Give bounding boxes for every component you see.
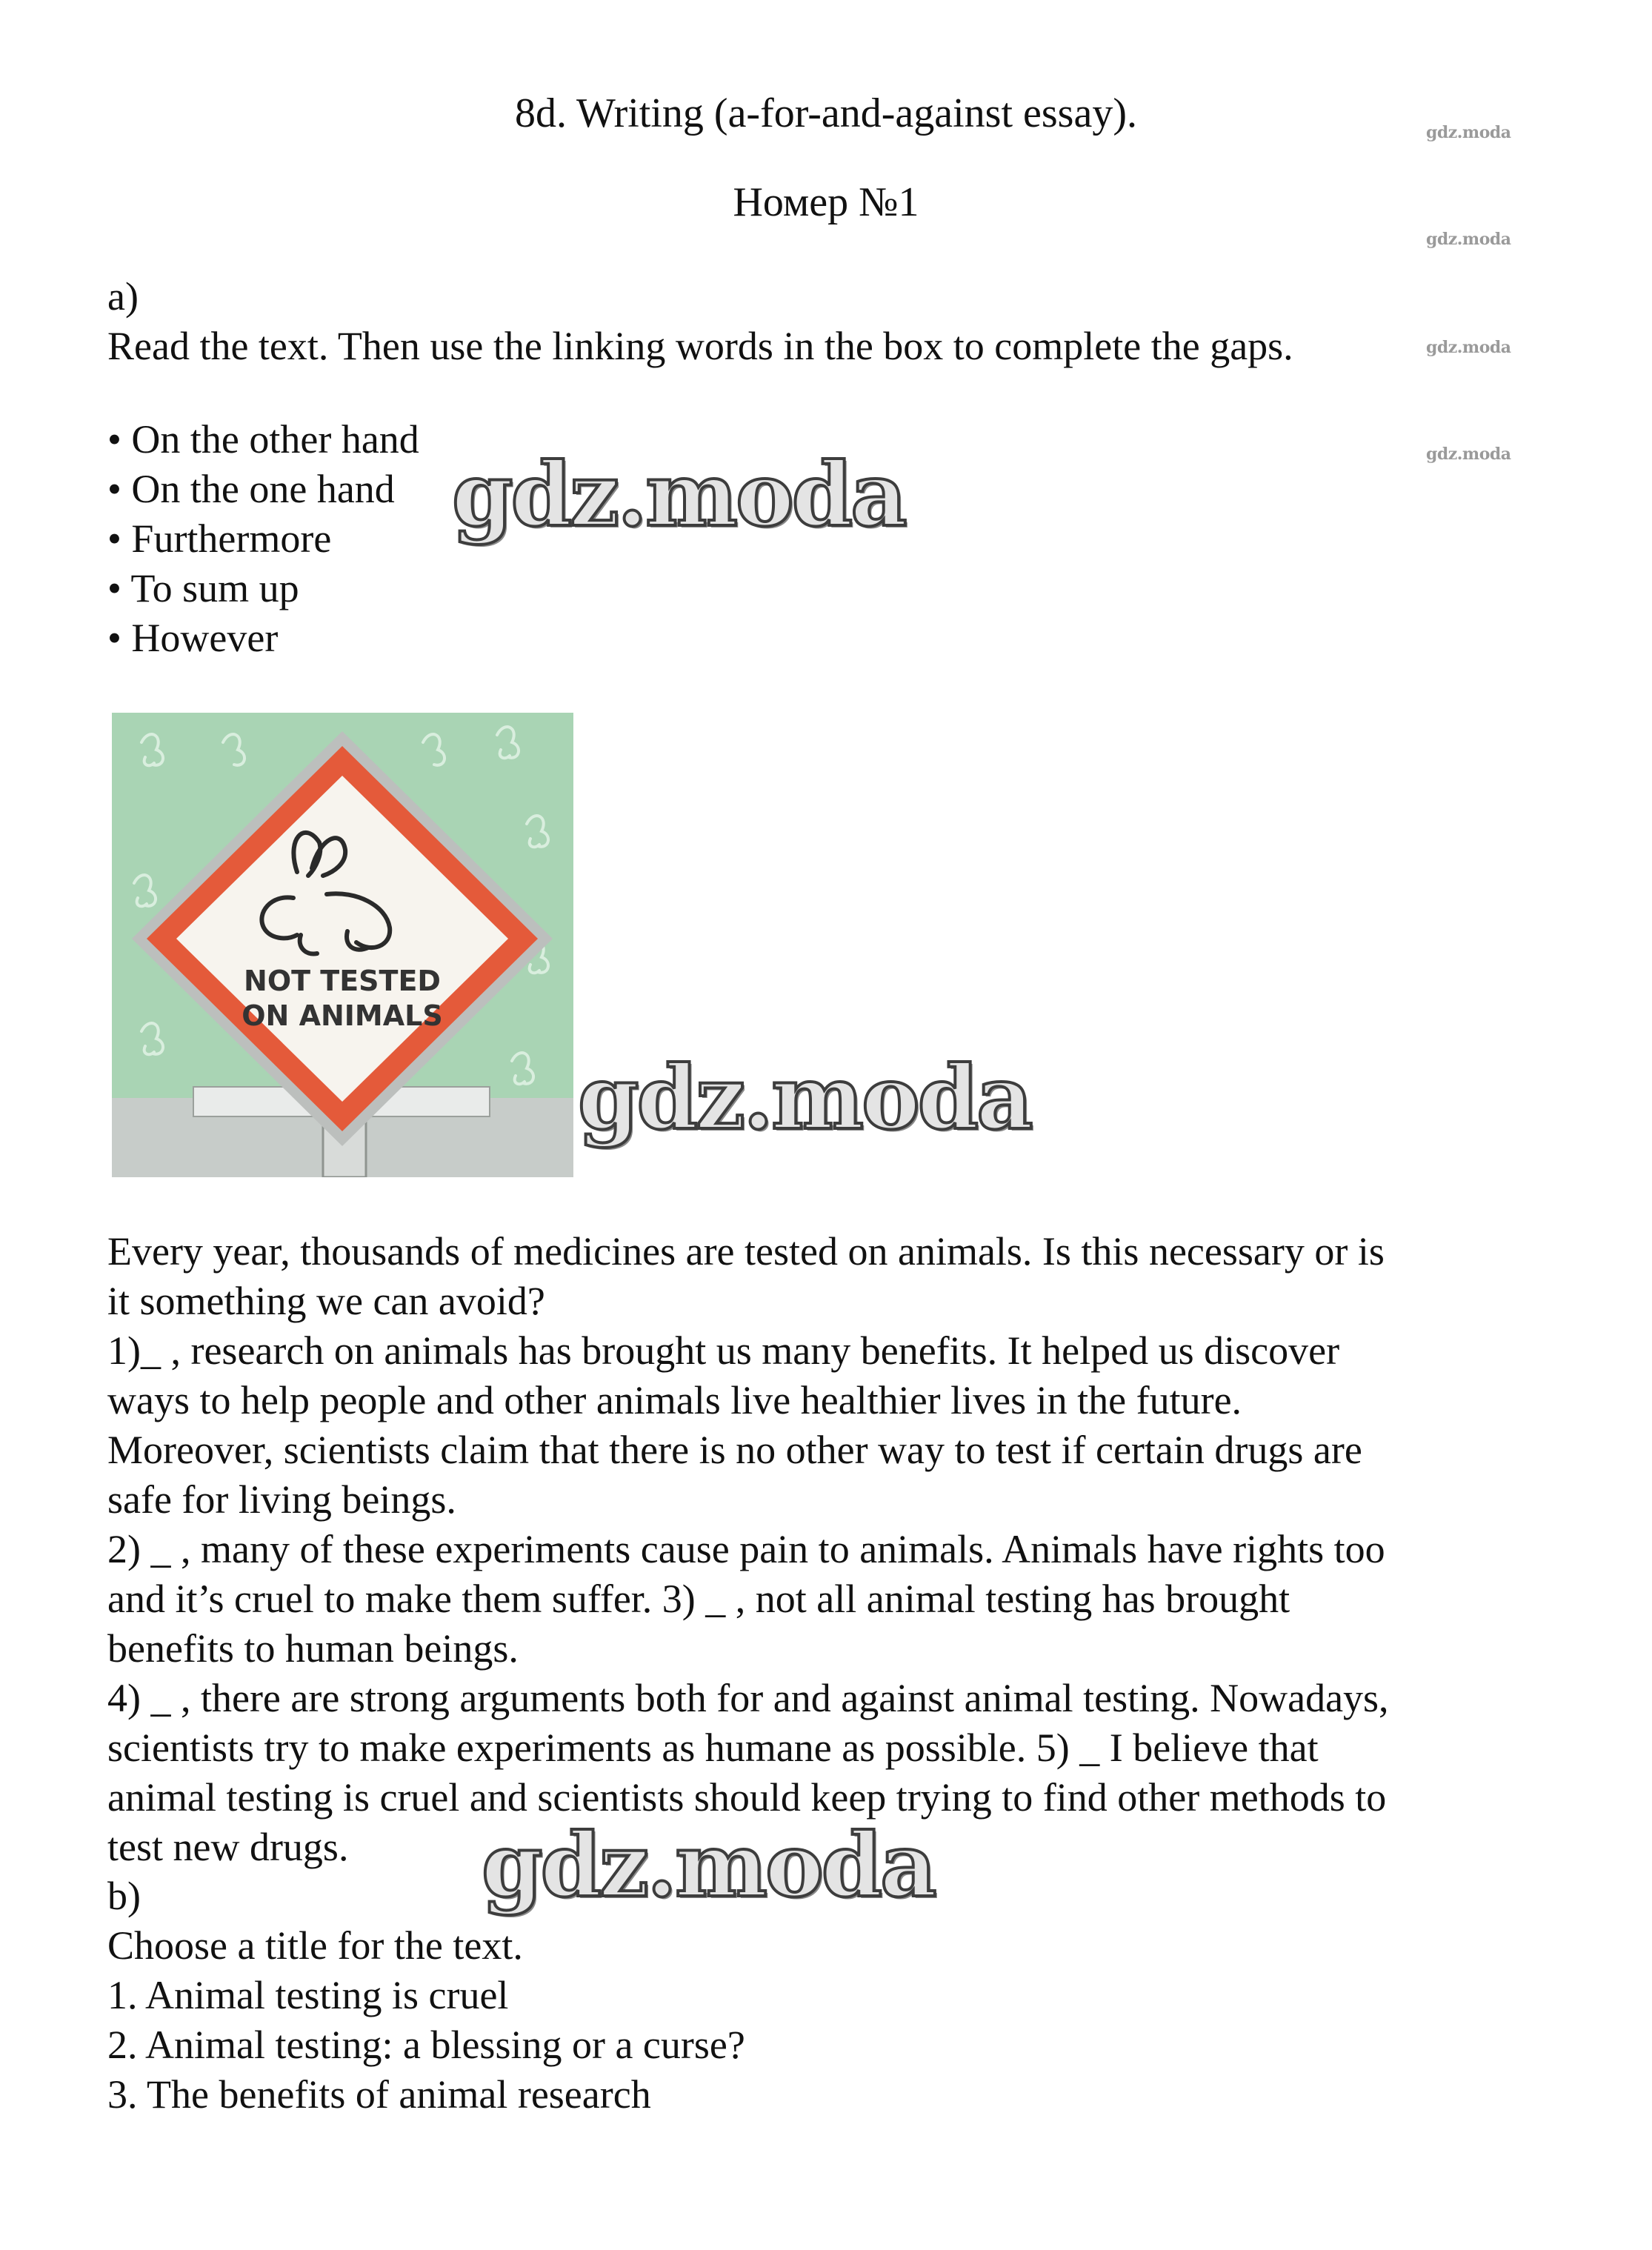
essay-line: scientists try to make experiments as humane as possible. 5) _ I believe that — [107, 1725, 1319, 1770]
part-b-label: b) — [107, 1874, 141, 1918]
essay-line: 2) _ , many of these experiments cause pain to animals. Animals have rights too — [107, 1527, 1385, 1571]
essay-line: it something we can avoid? — [107, 1279, 545, 1323]
part-b-instruction: Choose a title for the text. — [107, 1923, 523, 1968]
title-option: 2. Animal testing: a blessing or a curse? — [107, 2023, 745, 2067]
essay-line: 4) _ , there are strong arguments both for and against animal testing. Nowadays, — [107, 1676, 1389, 1720]
essay-line: Moreover, scientists claim that there is no other way to test if certain drugs are — [107, 1428, 1362, 1472]
watermark-large: gdz.moda — [482, 1814, 935, 1917]
watermark-small: gdz.moda — [1426, 338, 1511, 357]
essay-line: benefits to human beings. — [107, 1626, 519, 1671]
linking-word-item: • However — [107, 613, 419, 663]
part-a-label: a) — [107, 274, 139, 319]
page-title: 8d. Writing (a-for-and-against essay). — [515, 90, 1137, 136]
sign-text-line1: NOT TESTED — [244, 965, 441, 997]
part-a-instruction: Read the text. Then use the linking words in the box to complete the gaps. — [107, 324, 1293, 368]
title-option: 3. The benefits of animal research — [107, 2072, 651, 2117]
watermark-small: gdz.moda — [1426, 445, 1511, 464]
watermark-small: gdz.moda — [1426, 123, 1511, 142]
part-b-section — [107, 1871, 745, 2120]
linking-word-item: • On the other hand — [107, 415, 419, 465]
title-option: 1. Animal testing is cruel — [107, 1973, 509, 2017]
not-tested-on-animals-image — [112, 713, 573, 1177]
essay-line: safe for living beings. — [107, 1477, 456, 1522]
exercise-number: Номер №1 — [733, 179, 919, 225]
linking-words-list — [107, 415, 419, 663]
essay-line: and it’s cruel to make them suffer. 3) _ , not all animal testing has brought — [107, 1577, 1290, 1621]
essay-line: test new drugs. — [107, 1825, 349, 1869]
essay-line: animal testing is cruel and scientists should keep trying to find other methods to — [107, 1775, 1387, 1820]
sign-text-line2: ON ANIMALS — [242, 999, 443, 1032]
essay-text — [107, 1227, 1574, 1872]
essay-line: Every year, thousands of medicines are tested on animals. Is this necessary or is — [107, 1229, 1385, 1274]
essay-line: ways to help people and other animals live healthier lives in the future. — [107, 1378, 1242, 1422]
watermark-large: gdz.moda — [578, 1046, 1031, 1149]
linking-word-item: • On the one hand — [107, 465, 419, 514]
watermark-small: gdz.moda — [1426, 230, 1511, 249]
linking-word-item: • To sum up — [107, 564, 419, 613]
essay-line: 1)_ , research on animals has brought us many benefits. It helped us discover — [107, 1328, 1340, 1373]
linking-word-item: • Furthermore — [107, 514, 419, 564]
watermark-large: gdz.moda — [452, 443, 905, 546]
